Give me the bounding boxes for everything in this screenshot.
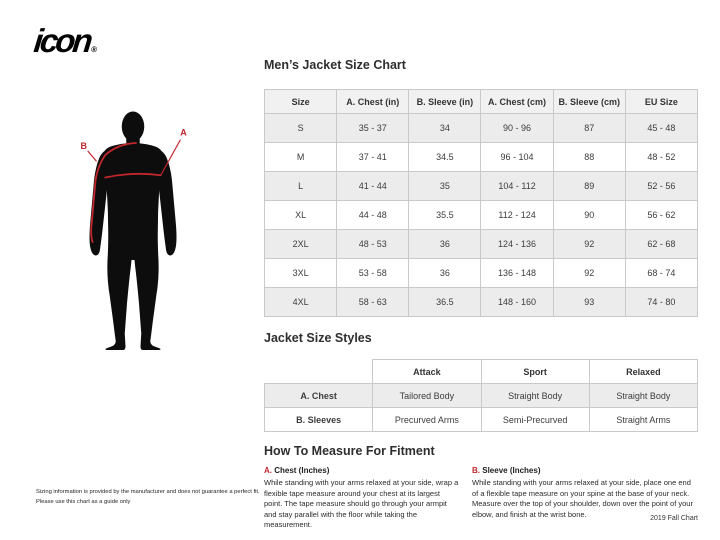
- size-chart-cell: 62 - 68: [625, 230, 697, 259]
- size-chart-cell: 53 - 58: [337, 259, 409, 288]
- chart-version-label: 2019 Fall Chart: [650, 515, 698, 522]
- sleeve-heading-text: Sleeve (Inches): [482, 466, 541, 475]
- styles-chart-blank-cell: [265, 360, 373, 384]
- table-row: [265, 114, 698, 143]
- size-chart-cell: 34.5: [409, 143, 481, 172]
- size-chart-cell: 2XL: [265, 230, 337, 259]
- size-chart-cell: 36: [409, 230, 481, 259]
- size-chart-title: Men’s Jacket Size Chart: [264, 58, 406, 72]
- size-chart-cell: 92: [553, 259, 625, 288]
- table-row: [265, 408, 698, 432]
- size-chart-cell: S: [265, 114, 337, 143]
- measure-instructions: [264, 466, 698, 531]
- measurement-figure: [58, 84, 208, 376]
- size-chart-cell: 41 - 44: [337, 172, 409, 201]
- size-chart-cell: 90 - 96: [481, 114, 553, 143]
- size-chart-cell: L: [265, 172, 337, 201]
- styles-chart-cell: Semi-Precurved: [481, 408, 589, 432]
- size-chart-cell: 34: [409, 114, 481, 143]
- size-chart-header-cell: B. Sleeve (cm): [553, 90, 625, 114]
- styles-chart-header-cell: Sport: [481, 360, 589, 384]
- size-chart-cell: 36: [409, 259, 481, 288]
- registered-mark: ®: [90, 45, 98, 54]
- size-chart-cell: 104 - 112: [481, 172, 553, 201]
- chest-instruction-body: While standing with your arms relaxed at your side, wrap a flexible tape measure around your chest at its largest point. The tape measure should go through your armpit and stay parallel with the floor while taking the measurement.: [264, 478, 459, 529]
- size-chart-cell: 87: [553, 114, 625, 143]
- size-chart-cell: M: [265, 143, 337, 172]
- size-chart-body: [265, 114, 698, 317]
- size-chart-header-row: [265, 90, 698, 114]
- body-silhouette: [90, 112, 177, 351]
- disclaimer-line-1: Sizing information is provided by the manufacturer and does not guarantee a perfect fit.: [36, 489, 260, 495]
- size-chart-cell: 89: [553, 172, 625, 201]
- size-chart-cell: 35: [409, 172, 481, 201]
- size-chart-cell: 56 - 62: [625, 201, 697, 230]
- styles-chart-cell: Straight Arms: [589, 408, 697, 432]
- size-chart-cell: 45 - 48: [625, 114, 697, 143]
- size-chart-cell: 44 - 48: [337, 201, 409, 230]
- size-chart-cell: 48 - 52: [625, 143, 697, 172]
- size-chart-cell: 36.5: [409, 288, 481, 317]
- chest-label: A: [180, 127, 187, 138]
- table-row: [265, 143, 698, 172]
- sleeve-instruction-heading: [472, 466, 698, 475]
- size-chart-cell: 96 - 104: [481, 143, 553, 172]
- styles-chart-header-cell: Relaxed: [589, 360, 697, 384]
- size-chart-cell: 90: [553, 201, 625, 230]
- measure-section-title: How To Measure For Fitment: [264, 444, 435, 458]
- table-row: [265, 384, 698, 408]
- size-chart-cell: 35 - 37: [337, 114, 409, 143]
- size-chart-cell: XL: [265, 201, 337, 230]
- size-chart-cell: 48 - 53: [337, 230, 409, 259]
- sleeve-heading-prefix: B.: [472, 466, 480, 475]
- table-row: [265, 259, 698, 288]
- styles-chart-table: [264, 359, 698, 432]
- sizing-disclaimer: [36, 488, 260, 508]
- size-chart-cell: 88: [553, 143, 625, 172]
- sleeve-label: B: [80, 141, 87, 151]
- size-chart-cell: 124 - 136: [481, 230, 553, 259]
- styles-chart-header-row: [265, 360, 698, 384]
- size-chart-cell: 4XL: [265, 288, 337, 317]
- disclaimer-line-2: Please use this chart as a guide only: [36, 498, 131, 505]
- size-chart-header-cell: EU Size: [625, 90, 697, 114]
- icon-logo: [32, 22, 100, 60]
- size-chart-cell: 3XL: [265, 259, 337, 288]
- icon-logo-text: icon: [32, 22, 92, 59]
- size-chart-header-cell: Size: [265, 90, 337, 114]
- size-chart-header-cell: B. Sleeve (in): [409, 90, 481, 114]
- chest-instruction-column: [264, 466, 460, 531]
- chest-heading-prefix: A.: [264, 466, 272, 475]
- size-chart-table: [264, 89, 698, 317]
- chest-instruction-heading: [264, 466, 460, 475]
- table-row: [265, 288, 698, 317]
- size-chart-cell: 148 - 160: [481, 288, 553, 317]
- size-chart-cell: 93: [553, 288, 625, 317]
- chest-heading-text: Chest (Inches): [274, 466, 330, 475]
- size-chart-cell: 37 - 41: [337, 143, 409, 172]
- size-chart-cell: 35.5: [409, 201, 481, 230]
- styles-chart-row-label: B. Sleeves: [265, 408, 373, 432]
- content-column: [264, 58, 698, 531]
- table-row: [265, 201, 698, 230]
- size-chart-header-cell: A. Chest (in): [337, 90, 409, 114]
- size-chart-cell: 68 - 74: [625, 259, 697, 288]
- size-chart-cell: 58 - 63: [337, 288, 409, 317]
- size-chart-cell: 92: [553, 230, 625, 259]
- size-chart-cell: 74 - 80: [625, 288, 697, 317]
- table-row: [265, 172, 698, 201]
- styles-chart-cell: Precurved Arms: [373, 408, 481, 432]
- styles-chart-header-cell: Attack: [373, 360, 481, 384]
- sleeve-label-leader-line: [88, 151, 96, 161]
- size-chart-header-cell: A. Chest (cm): [481, 90, 553, 114]
- styles-chart-body: [265, 384, 698, 432]
- size-chart-cell: 136 - 148: [481, 259, 553, 288]
- styles-chart-title: Jacket Size Styles: [264, 331, 372, 345]
- table-row: [265, 230, 698, 259]
- styles-chart-row-label: A. Chest: [265, 384, 373, 408]
- styles-chart-cell: Straight Body: [481, 384, 589, 408]
- size-chart-cell: 52 - 56: [625, 172, 697, 201]
- styles-chart-cell: Straight Body: [589, 384, 697, 408]
- sleeve-instruction-body: While standing with your arms relaxed at your side, place one end of a flexible tape measure on your spine at the base of your neck. Measure over the top of your shoulder, down over the point of your elbow, and finish at the wrist bone.: [472, 478, 693, 519]
- styles-chart-cell: Tailored Body: [373, 384, 481, 408]
- body-silhouette-svg: [58, 84, 208, 376]
- size-chart-cell: 112 - 124: [481, 201, 553, 230]
